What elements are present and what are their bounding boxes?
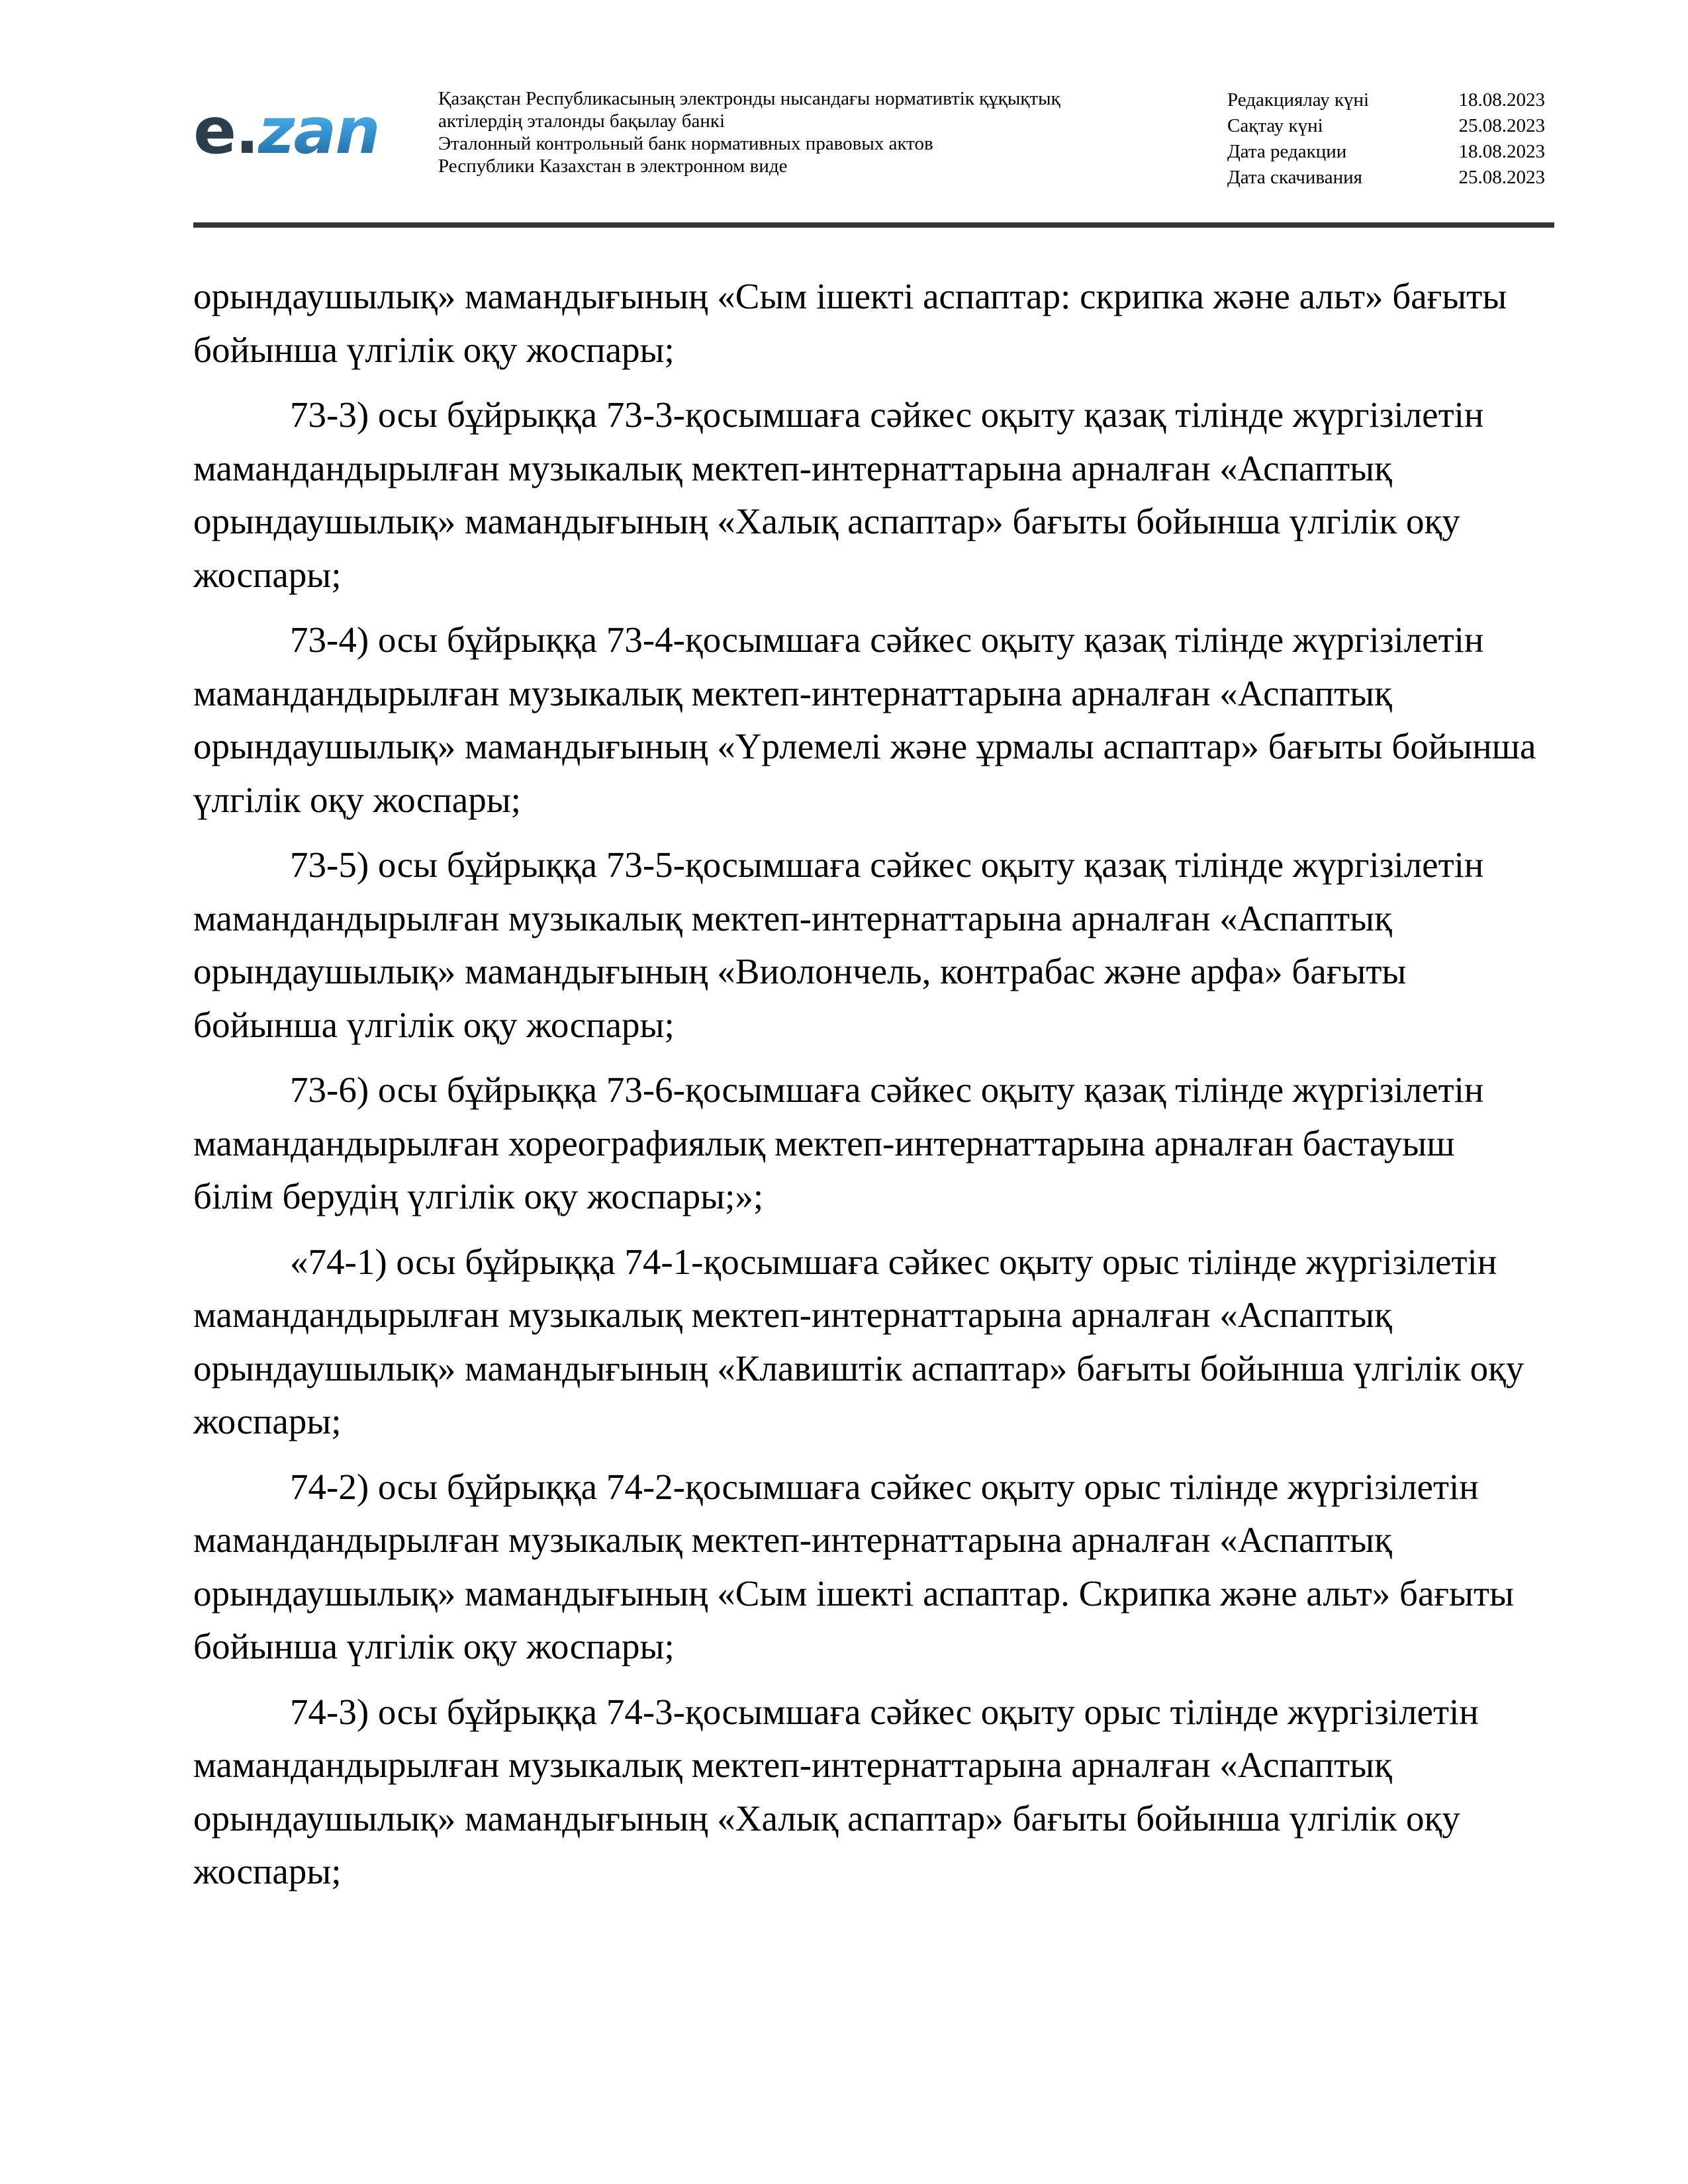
paragraph: 73-4) осы бұйрыққа 73-4-қосымшаға сәйкес оқыту қазақ тілінде жүргізілетін мамандандырылған музыкалық мектеп-интернаттарына арналған «Аспаптық орындаушылық» мамандығының «Үрлемелі және ұрмалы аспаптар» бағыты бойынша үлгілік оқу жоспары; <box>193 619 1536 820</box>
meta-label: Дата скачивания <box>1227 167 1362 188</box>
paragraph: «74-1) осы бұйрыққа 74-1-қосымшаға сәйкес оқыту орыс тілінде жүргізілетін мамандандырылған музыкалық мектеп-интернаттарына арналған «Аспаптық орындаушылық» мамандығының «Клавиштік аспаптар» бағыты бойынша үлгілік оқу жоспары; <box>193 1241 1524 1441</box>
ezan-logo <box>193 94 392 168</box>
logo-e: e <box>193 94 236 168</box>
meta-value: 25.08.2023 <box>1458 115 1545 136</box>
header-divider <box>193 222 1554 228</box>
meta-label: Редакциялау күні <box>1227 89 1370 111</box>
header-title-line: Эталонный контрольный банк нормативных правовых актов <box>438 133 933 154</box>
meta-row-download-date-ru <box>1227 165 1545 191</box>
paragraph: 73-5) осы бұйрыққа 73-5-қосымшаға сәйкес оқыту қазақ тілінде жүргізілетін мамандандырылған музыкалық мектеп-интернаттарына арналған «Аспаптық орындаушылық» мамандығының «Виолончель, контрабас және арфа» бағыты бойынша үлгілік оқу жоспары; <box>193 844 1484 1045</box>
meta-row-edit-date-kz <box>1227 87 1545 113</box>
meta-value: 18.08.2023 <box>1458 141 1545 162</box>
paragraph: 73-3) осы бұйрыққа 73-3-қосымшаға сәйкес оқыту қазақ тілінде жүргізілетін мамандандырылған музыкалық мектеп-интернаттарына арналған «Аспаптық орындаушылық» мамандығының «Халық аспаптар» бағыты бойынша үлгілік оқу жоспары; <box>193 394 1484 595</box>
header-title-line: Республики Казахстан в электронном виде <box>438 156 788 177</box>
meta-value: 25.08.2023 <box>1458 167 1545 188</box>
paragraph: 73-6) осы бұйрыққа 73-6-қосымшаға сәйкес оқыту қазақ тілінде жүргізілетін мамандандырылған хореографиялық мектеп-интернаттарына арналған бастауыш білім берудің үлгілік оқу жоспары;»; <box>193 1069 1484 1216</box>
header-title-line: актілердің эталонды бақылау банкі <box>438 111 726 132</box>
document-body <box>193 270 1544 1911</box>
logo-zan: zan <box>258 94 379 168</box>
meta-label: Дата редакции <box>1227 141 1347 162</box>
meta-value: 18.08.2023 <box>1458 89 1545 111</box>
logo-dot: . <box>235 94 258 168</box>
header-meta <box>1227 87 1545 191</box>
header-title <box>438 87 1199 177</box>
meta-row-edit-date-ru <box>1227 139 1545 165</box>
meta-label: Сақтау күні <box>1227 115 1323 136</box>
meta-row-save-date-kz <box>1227 113 1545 139</box>
paragraph: 74-2) осы бұйрыққа 74-2-қосымшаға сәйкес оқыту орыс тілінде жүргізілетін мамандандырылған музыкалық мектеп-интернаттарына арналған «Аспаптық орындаушылық» мамандығының «Сым ішекті аспаптар. Скрипка және альт» бағыты бойынша үлгілік оқу жоспары; <box>193 1466 1514 1666</box>
header-title-line: Қазақстан Республикасының электронды нысандағы нормативтік құқықтық <box>438 88 1060 109</box>
paragraph: 74-3) осы бұйрыққа 74-3-қосымшаға сәйкес оқыту орыс тілінде жүргізілетін мамандандырылған музыкалық мектеп-интернаттарына арналған «Аспаптық орындаушылық» мамандығының «Халық аспаптар» бағыты бойынша үлгілік оқу жоспары; <box>193 1691 1479 1891</box>
paragraph: орындаушылық» мамандығының «Сым ішекті аспаптар: скрипка және альт» бағыты бойынша үлгілік оқу жоспары; <box>193 276 1507 370</box>
